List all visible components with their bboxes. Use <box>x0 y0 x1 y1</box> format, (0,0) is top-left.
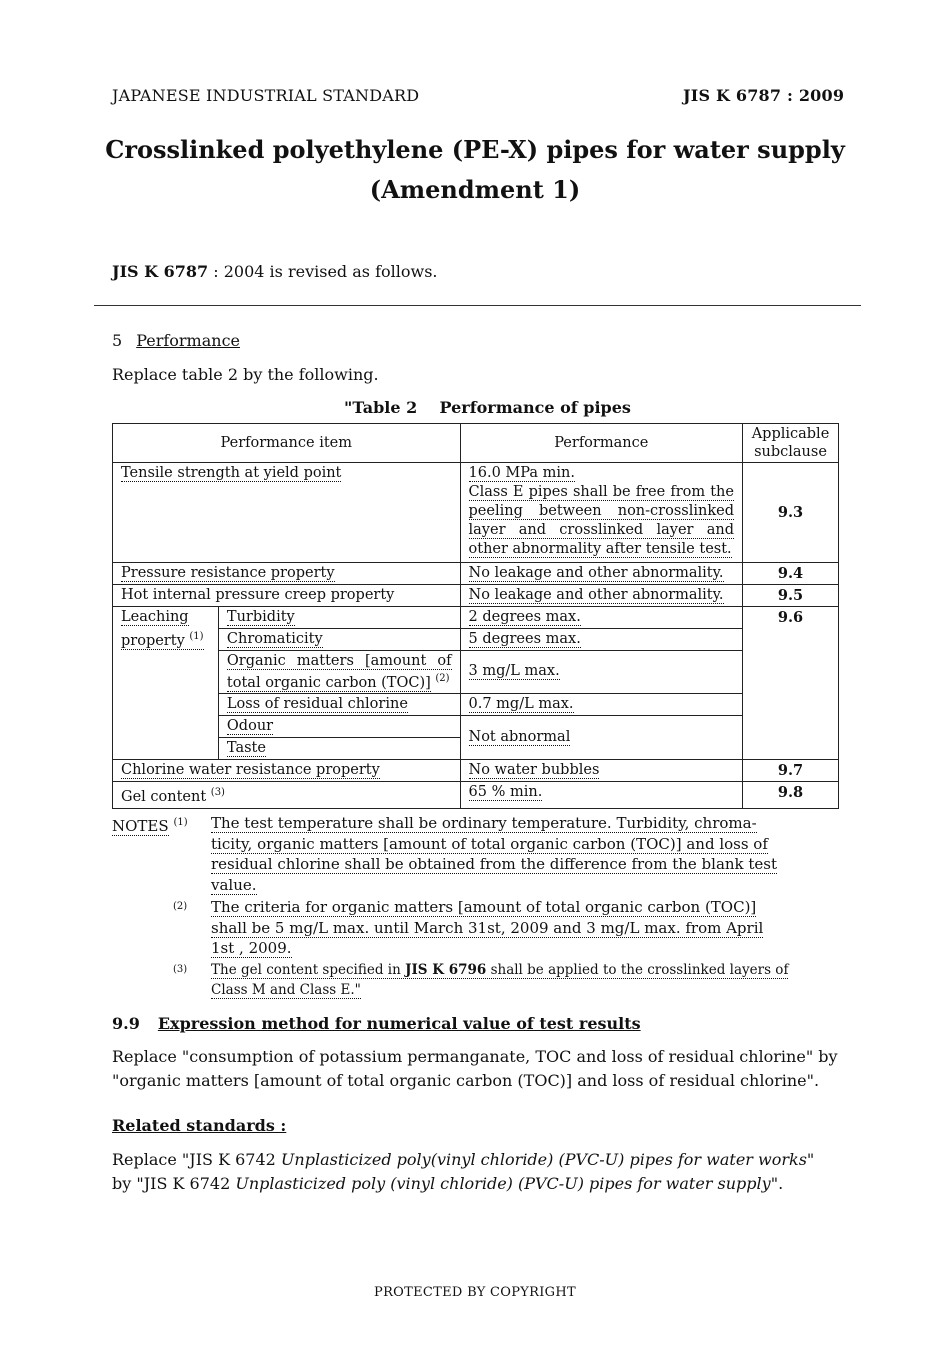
gel-perf: 65 % min. <box>468 783 543 800</box>
organic-perf: 3 mg/L max. <box>468 663 560 680</box>
table-row <box>113 463 839 563</box>
leaching-subclause: 9.6 <box>742 607 838 760</box>
header-performance: Performance <box>460 424 742 463</box>
note-3-text-b: shall be applied to the crosslinked layers of <box>486 962 789 978</box>
page-subtitle: (Amendment 1) <box>369 175 581 204</box>
related-line1-b: " <box>806 1150 815 1169</box>
note-1-line2: ticity, organic matters [amount of total organic carbon (TOC)] and loss of <box>211 834 768 853</box>
turbidity-label: Turbidity <box>226 609 295 625</box>
pressure-item: Pressure resistance property <box>121 565 335 581</box>
section-9-9-line2: "organic matters [amount of total organic carbon (TOC)] and loss of residual chlorine". <box>112 1071 820 1090</box>
chlorine-loss-perf: 0.7 mg/L max. <box>468 695 574 712</box>
note-2-mark <box>173 897 187 921</box>
table-caption: "Table 2 Performance of pipes <box>344 398 631 417</box>
odour-taste-perf: Not abnormal <box>468 728 571 745</box>
gel-item: Gel content <box>121 788 207 805</box>
table-row <box>113 563 839 585</box>
section-5-title: Performance <box>136 331 240 350</box>
related-standards-heading: Related standards : <box>112 1116 287 1135</box>
intro-standard: JIS K 6787 <box>112 262 209 281</box>
gel-subclause: 9.8 <box>742 781 838 808</box>
leaching-note-ref: (1) <box>189 631 204 642</box>
table-row <box>113 693 839 715</box>
note-2 <box>211 897 839 959</box>
table-header-row <box>113 424 839 463</box>
section-9-9-line1: Replace "consumption of potassium permanganate, TOC and loss of residual chlorine" by <box>112 1047 838 1066</box>
gel-note-ref: (3) <box>210 786 225 798</box>
taste-label: Taste <box>226 739 266 756</box>
note-3 <box>211 960 839 1000</box>
page-title: Crosslinked polyethylene (PE-X) pipes for water supply <box>105 135 845 164</box>
note-3-line2: Class M and Class E." <box>211 982 361 998</box>
related-line1-title: Unplasticized poly(vinyl chloride) (PVC-U) pipes for water works <box>280 1150 807 1169</box>
header-standard-label: JAPANESE INDUSTRIAL STANDARD <box>112 86 420 105</box>
leaching-item <box>113 607 219 760</box>
related-line2-title: Unplasticized poly (vinyl chloride) (PVC-U) pipes for water supply <box>235 1174 771 1193</box>
header-standard-number: JIS K 6787 : 2009 <box>683 86 845 105</box>
tensile-item: Tensile strength at yield point <box>121 465 342 481</box>
table-row <box>113 781 839 808</box>
notes-label-text: NOTES <box>112 817 169 835</box>
section-9-9-number: 9.9 <box>112 1014 140 1033</box>
pressure-subclause: 9.4 <box>742 563 838 585</box>
chromaticity-label: Chromaticity <box>226 631 323 647</box>
note-1 <box>211 813 839 895</box>
related-line2-a: by "JIS K 6742 <box>112 1174 236 1193</box>
table-row <box>113 629 839 651</box>
creep-subclause: 9.5 <box>742 585 838 607</box>
note-1-line4: value. <box>211 875 257 894</box>
section-5-instruction: Replace table 2 by the following. <box>112 365 379 384</box>
intro-line <box>112 262 438 281</box>
note-1-mark: (1) <box>173 817 188 828</box>
header-performance-item: Performance item <box>113 424 461 463</box>
organic-label: Organic matters [amount of total organic carbon (TOC)] <box>226 653 452 691</box>
tensile-subclause: 9.3 <box>742 463 838 563</box>
divider-line <box>94 305 861 306</box>
chlorine-water-item: Chlorine water resistance property <box>121 761 380 778</box>
performance-table <box>112 423 839 809</box>
header-subclause-line1: Applicable <box>751 426 830 442</box>
chlorine-water-perf: No water bubbles <box>468 761 600 778</box>
intro-text: : 2004 is revised as follows. <box>208 262 438 281</box>
chlorine-loss-label: Loss of residual chlorine <box>226 695 408 712</box>
chlorine-water-subclause: 9.7 <box>742 759 838 781</box>
tensile-perf-1: 16.0 MPa min. <box>468 465 575 481</box>
related-line2-b: ". <box>770 1174 784 1193</box>
note-2-line3: 1st , 2009. <box>211 939 292 957</box>
related-line2 <box>112 1174 783 1193</box>
header-subclause-line2: subclause <box>754 444 827 460</box>
table-row <box>113 759 839 781</box>
leaching-item-line2: property <box>121 632 185 649</box>
section-9-9-title: Expression method for numerical value of test results <box>157 1014 641 1033</box>
note-1-line3: residual chlorine shall be obtained from the difference from the blank test <box>211 855 778 873</box>
note-3-standard: JIS K 6796 <box>405 962 487 978</box>
note-2-line1: The criteria for organic matters [amount of total organic carbon (TOC)] <box>211 898 757 916</box>
chromaticity-perf: 5 degrees max. <box>468 631 581 647</box>
pressure-perf: No leakage and other abnormality. <box>468 565 724 581</box>
tensile-perf-2: Class E pipes shall be free from the peeling between non-crosslinked layer and crosslinked layer and other abnormality after tensile test. <box>468 484 734 557</box>
section-5-heading <box>112 331 240 350</box>
notes-label <box>112 813 188 837</box>
note-3-mark <box>173 960 187 984</box>
section-9-9-heading <box>112 1014 641 1033</box>
note-2-mark-text: (2) <box>173 901 188 912</box>
note-1-line1: The test temperature shall be ordinary temperature. Turbidity, chroma- <box>211 814 757 832</box>
table-row <box>113 651 839 694</box>
table-row <box>113 585 839 607</box>
footer-copyright: PROTECTED BY COPYRIGHT <box>374 1285 576 1300</box>
header-subclause <box>742 424 838 463</box>
organic-note-ref: (2) <box>435 673 450 684</box>
note-3-mark-text: (3) <box>173 964 188 975</box>
related-line1-a: Replace "JIS K 6742 <box>112 1150 281 1169</box>
note-2-line2: shall be 5 mg/L max. until March 31st, 2009 and 3 mg/L max. from April <box>211 918 764 937</box>
turbidity-perf: 2 degrees max. <box>468 609 581 625</box>
odour-label: Odour <box>226 717 274 734</box>
leaching-item-line1: Leaching <box>121 609 189 625</box>
creep-perf: No leakage and other abnormality. <box>468 587 724 603</box>
creep-item: Hot internal pressure creep property <box>113 585 461 607</box>
note-3-text-a: The gel content specified in <box>211 962 406 978</box>
related-line1 <box>112 1150 814 1169</box>
table-row <box>113 607 839 629</box>
table-row <box>113 715 839 737</box>
section-5-number: 5 <box>112 331 123 350</box>
